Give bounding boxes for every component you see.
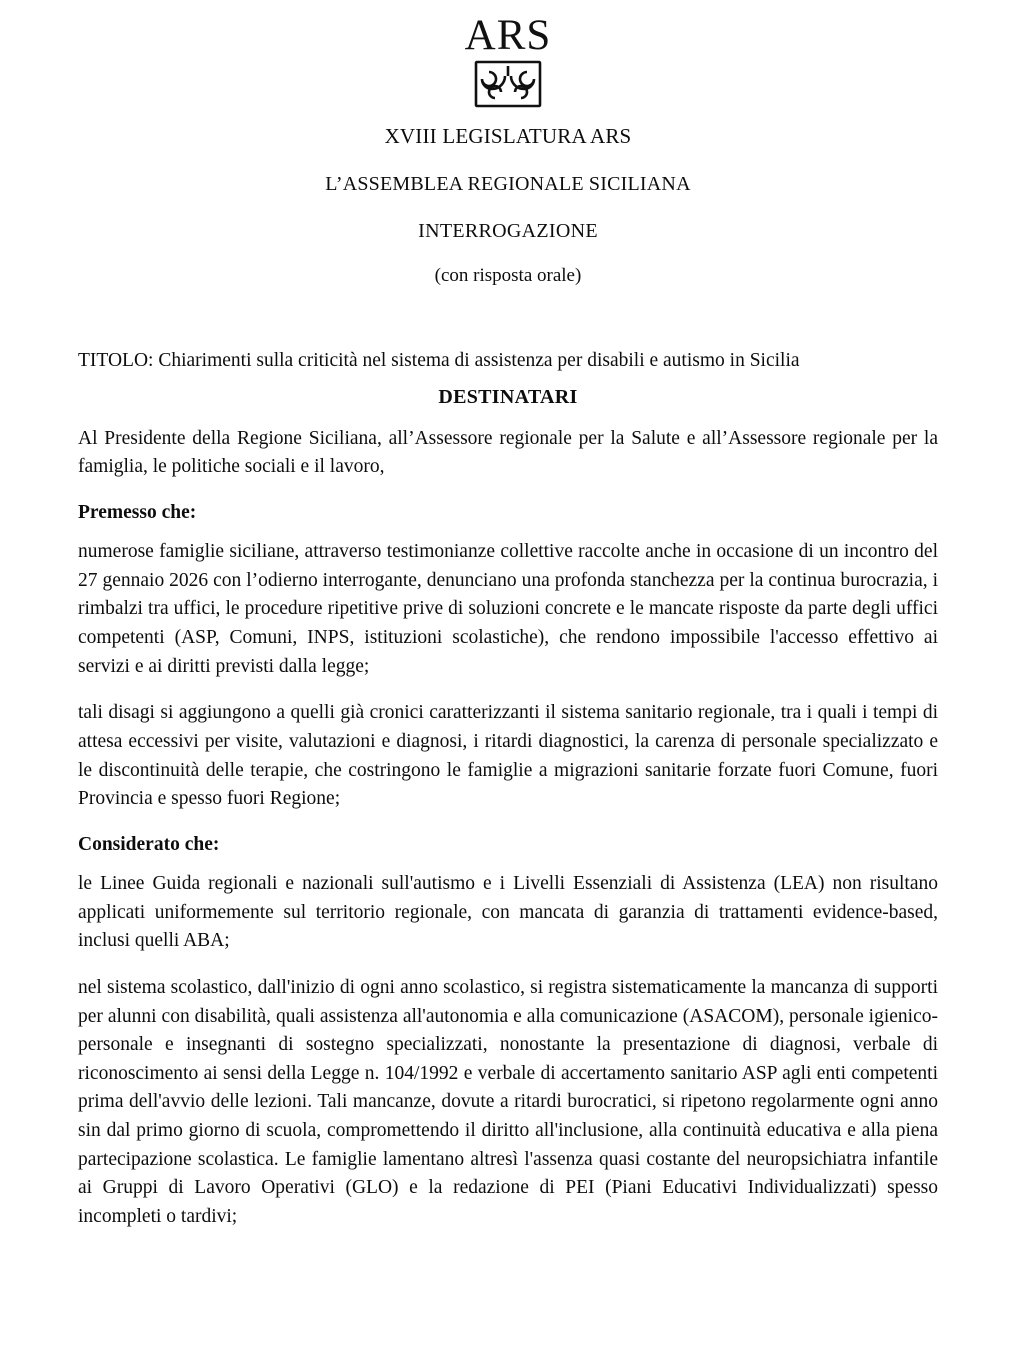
premise-heading: Premesso che:: [78, 501, 197, 523]
document-title: TITOLO: Chiarimenti sulla criticità nel sistema di assistenza per disabili e autismo in Sicilia: [78, 350, 800, 371]
recipients-heading: DESTINATARI: [438, 385, 578, 408]
assembly-heading: L’ASSEMBLEA REGIONALE SICILIANA: [325, 173, 691, 195]
document-body: [78, 347, 938, 1232]
premise-paragraph-1: numerose famiglie siciliane, attraverso testimonianze collettive raccolte anche in occasione di un incontro del 27 gennaio 2026 con l’odierno interrogante, denunciano una profonda stanchezza per la continua burocrazia, i rimbalzi tra uffici, le procedure ripetitive prive di soluzioni concrete e le mancate risposte da parte degli uffici competenti (ASP, Comuni, INPS, istituzioni scolastiche), che rendono impossibile l'accesso effettivo ai servizi e ai diritti previsti dalla legge;: [78, 540, 938, 677]
document-type-heading: INTERROGAZIONE: [418, 220, 598, 242]
legislature-heading: XVIII LEGISLATURA ARS: [384, 124, 632, 148]
premise-paragraph-2: tali disagi si aggiungono a quelli già cronici caratterizzanti il sistema sanitario regionale, tra i quali i tempi di attesa eccessivi per visite, valutazioni e diagnosi, i ritardi diagnostici, la carenza di personale specializzato e le discontinuità delle terapie, che costringono le famiglie a migrazioni sanitarie forzate fuori Comune, fuori Provincia e spesso fuori Regione;: [78, 702, 938, 810]
ars-logo-block: [78, 14, 938, 110]
ars-spiral-emblem-icon: [465, 58, 551, 110]
considered-heading: Considerato che:: [78, 833, 220, 855]
ars-wordmark: ARS: [464, 12, 552, 59]
considered-paragraph-2: nel sistema scolastico, dall'inizio di ogni anno scolastico, si registra sistematicamente la mancanza di supporti per alunni con disabilità, quali assistenza all'autonomia e alla comunicazione (ASACOM), personale igienico-personale e insegnanti di sostegno specializzati, nonostante la presentazione di diagnosi, verbale di riconoscimento ai sensi della Legge n. 104/1992 e verbale di accertamento sanitario ASP agli enti competenti prima dell'avvio delle lezioni. Tali mancanze, dovute a ritardi burocratici, si ripetono regolarmente ogni anno sin dal primo giorno di scuola, compromettendo il diritto all'inclusione, alla continuità educativa e alla piena partecipazione scolastica. Le famiglie lamentano altresì l'assenza quasi costante del neuropsichiatra infantile ai Gruppi di Lavoro Operativi (GLO) e la redazione di PEI (Piani Educativi Individualizzati) spesso incompleti o tardivi;: [78, 976, 938, 1228]
recipients-body: Al Presidente della Regione Siciliana, all’Assessore regionale per la Salute e all’Assessore regionale per la famiglia, le politiche sociali e il lavoro,: [78, 427, 938, 478]
response-mode-note: (con risposta orale): [434, 265, 582, 286]
considered-paragraph-1: le Linee Guida regionali e nazionali sull'autismo e i Livelli Essenziali di Assistenza (LEA) non risultano applicati uniformemente sul territorio regionale, con mancata di garanzia di trattamenti evidence-based, inclusi quelli ABA;: [78, 872, 938, 952]
